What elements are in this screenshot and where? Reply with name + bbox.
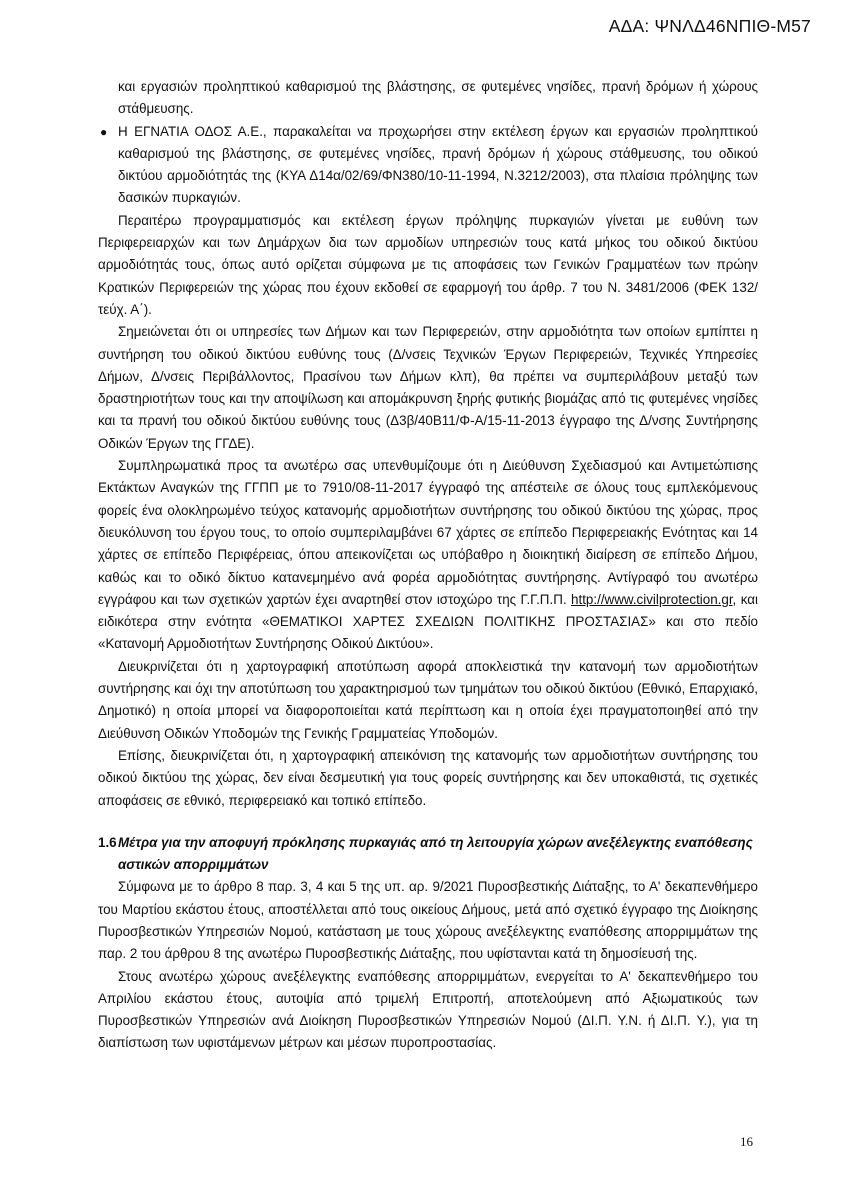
ada-code: ΑΔΑ: ΨΝΛΔ46ΝΠΙΘ-Μ57: [608, 16, 811, 36]
paragraph: Στους ανωτέρω χώρους ανεξέλεγκτης εναπόθεσης απορριμμάτων, ενεργείται το Α' δεκαπενθήμερο του Απριλίου εκάστου έτους, αυτοψία από τριμελή Επιτροπή, αποτελούμενη από Αξιωματικούς των Πυροσβεστικών Υπηρεσιών ανά Διοίκηση Πυροσβεστικών Υπηρεσιών Νομού (ΔΙ.Π. Υ.Ν. ή ΔΙ.Π. Υ.), για τη διαπίστωση των υφιστάμενων μέτρων και μέσων πυροπροστασίας.: [98, 968, 758, 1051]
paragraph: Περαιτέρω προγραμματισμός και εκτέλεση έργων πρόληψης πυρκαγιών γίνεται με ευθύνη των Περιφερειαρχών και των Δημάρχων δια των αρμοδίων υπηρεσιών τους κατά μήκος του οδικού δικτύου αρμοδιότητάς τους, όπως αυτό ορίζεται σύμφωνα με τις αποφάσεις των Γενικών Γραμματέων των πρώην Κρατικών Περιφερειών της χώρας που έχουν εκδοθεί σε εφαρμογή του άρθρ. 7 του Ν. 3481/2006 (ΦΕΚ 132/ τεύχ. Α΄).: [98, 212, 758, 317]
document-body: [98, 76, 758, 1055]
section-heading: [98, 832, 758, 877]
bullet-icon: ●: [100, 124, 108, 139]
civilprotection-link[interactable]: http://www.civilprotection.gr: [571, 591, 733, 607]
paragraph: Σύμφωνα με το άρθρο 8 παρ. 3, 4 και 5 της υπ. αρ. 9/2021 Πυροσβεστικής Διάταξης, το Α' δεκαπενθήμερο του Μαρτίου εκάστου έτους, αποστέλλεται από τους οικείους Δήμους, μετά από σχετικό έγγραφο της Διοίκησης Πυροσβεστικών Υπηρεσιών Νομού, κατάσταση με τους χώρους ανεξέλεγκτης εναπόθεσης απορριμμάτων της παρ. 2 του άρθρου 8 της ανωτέρω Πυροσβεστικής Διάταξης, που υφίστανται κατά τη δημοσίευσή της.: [98, 879, 758, 962]
page-number: 16: [740, 1134, 753, 1149]
section-title: Μέτρα για την αποφυγή πρόκλησης πυρκαγιάς από τη λειτουργία χώρων ανεξέλεγκτης εναπόθεσης αστικών απορριμμάτων: [118, 834, 753, 873]
paragraph-text: Συμπληρωματικά προς τα ανωτέρω σας υπενθυμίζουμε ότι η Διεύθυνση Σχεδιασμού και Αντιμετώπισης Εκτάκτων Αναγκών της ΓΓΠΠ με το 7910/08-11-2017 έγγραφό της απέστειλε σε όλους τους εμπλεκόμενους φορείς ένα ολοκληρωμένο τεύχος κατανομής αρμοδιοτήτων συντήρησης του οδικού δικτύου της χώρας, προς διευκόλυνση του έργου τους, το οποίο συμπεριλαμβάνει 67 χάρτες σε επίπεδο Περιφερειακής Ενότητας και 14 χάρτες σε επίπεδο Περιφέρειας, όπου απεικονίζεται ως υπόβαθρο η διοικητική διαίρεση σε επίπεδο Δήμου, καθώς και το οδικό δίκτυο κατανεμημένο ανά φορέα αρμοδιότητας συντήρησης. Αντίγραφό του ανωτέρω εγγράφου και των σχετικών χαρτών έχει αναρτηθεί στον ιστοχώρο της Γ.Γ.Π.Π.: [98, 458, 758, 607]
section-number: 1.6: [98, 834, 117, 850]
paragraph: Σημειώνεται ότι οι υπηρεσίες των Δήμων και των Περιφερειών, στην αρμοδιότητα των οποίων εμπίπτει η συντήρηση του οδικού δικτύου ευθύνης τους (Δ/νσεις Τεχνικών Έργων Περιφερειών, Τεχνικές Υπηρεσίες Δήμων, Δ/νσεις Περιβάλλοντος, Πρασίνου των Δήμων κλπ), θα πρέπει να συμπεριλάβουν μεταξύ των δραστηριοτήτων τους και την αποψίλωση και απομάκρυνση ξηρής φυτικής βιομάζας από τις φυτεμένες νησίδες και τα πρανή του οδικού δικτύου ευθύνης τους (Δ3β/40Β11/Φ-Α/15-11-2013 έγγραφο της Δ/νσης Συντήρησης Οδικών Έργων της ΓΓΔΕ).: [98, 324, 758, 451]
bullet-text: Η ΕΓΝΑΤΙΑ ΟΔΟΣ Α.Ε., παρακαλείται να προχωρήσει στην εκτέλεση έργων και εργασιών προληπτικού καθαρισμού της βλάστησης, σε φυτεμένες νησίδες, πρανή δρόμων ή χώρους στάθμευσης, του οδικού δικτύου αρμοδιότητάς της (ΚΥΑ Δ14α/02/69/ΦΝ380/10-11-1994, Ν.3212/2003), στα πλαίσια πρόληψης των δασικών πυρκαγιών.: [118, 123, 758, 206]
paragraph: Επίσης, διευκρινίζεται ότι, η χαρτογραφική απεικόνιση της κατανομής των αρμοδιοτήτων συντήρησης του οδικού δικτύου της χώρας, δεν είναι δεσμευτική για τους φορείς συντήρησης και δεν υποκαθιστά, τις σχετικές αποφάσεις σε εθνικό, περιφερειακό και τοπικό επίπεδο.: [98, 747, 758, 808]
paragraph: Διευκρινίζεται ότι η χαρτογραφική αποτύπωση αφορά αποκλειστικά την κατανομή των αρμοδιοτήτων συντήρησης και όχι την αποτύπωση του χαρακτηρισμού των τμημάτων του οδικού δικτύου (Εθνικό, Επαρχιακό, Δημοτικό) η οποία μπορεί να διαφοροποιείται κατά περίπτωση και η οποία έχει πραγματοποιηθεί από την Διεύθυνση Οδικών Υποδομών της Γενικής Γραμματείας Υποδομών.: [98, 658, 758, 741]
paragraph-text: , και ειδικότερα στην ενότητα «ΘΕΜΑΤΙΚΟΙ ΧΑΡΤΕΣ ΣΧΕΔΙΩΝ ΠΟΛΙΤΙΚΗΣ ΠΡΟΣΤΑΣΙΑΣ» και στο πεδίο «Κατανομή Αρμοδιοτήτων Συντήρησης Οδικού Δικτύου».: [98, 591, 758, 652]
paragraph-continuation: και εργασιών προληπτικού καθαρισμού της βλάστησης, σε φυτεμένες νησίδες, πρανή δρόμων ή χώρους στάθμευσης.: [118, 79, 758, 117]
paragraph: [98, 455, 758, 656]
bullet-item: [98, 121, 758, 210]
